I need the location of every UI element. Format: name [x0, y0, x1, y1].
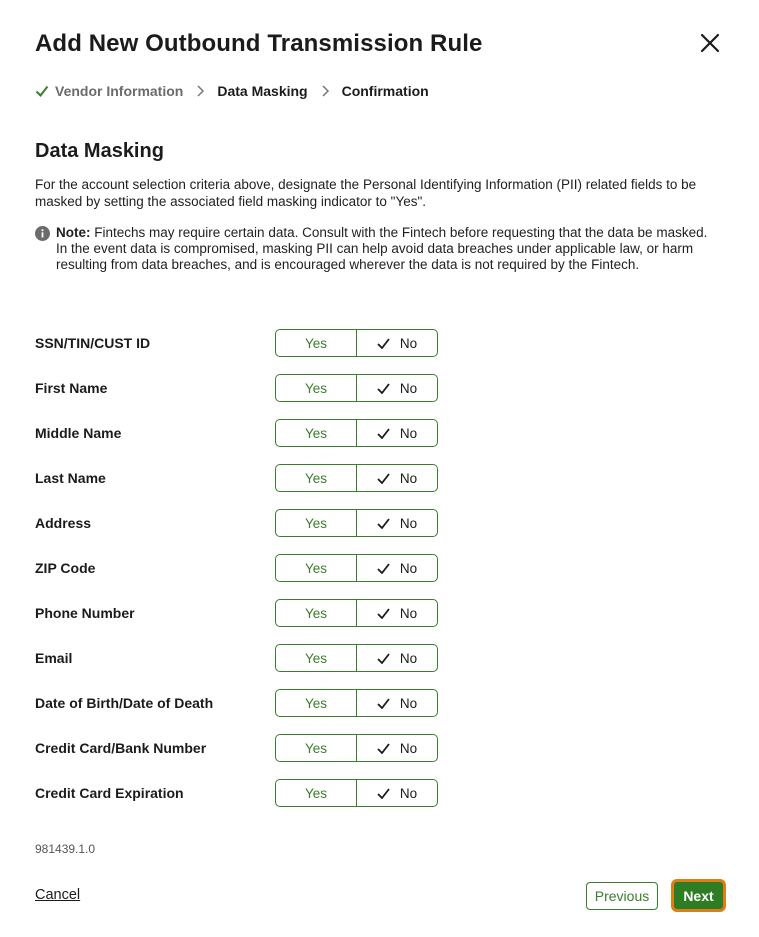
toggle-no-option[interactable]: [357, 330, 437, 356]
note-text: [56, 225, 716, 273]
toggle-yes-option[interactable]: Yes: [276, 510, 357, 536]
masking-toggle: [275, 779, 438, 807]
masking-toggle: [275, 554, 438, 582]
masking-row: [35, 779, 455, 824]
toggle-no-label: No: [399, 695, 418, 711]
masking-fields: [35, 329, 455, 824]
masking-toggle: [275, 689, 438, 717]
toggle-no-label: No: [399, 740, 418, 756]
toggle-no-option[interactable]: [357, 555, 437, 581]
toggle-no-option[interactable]: [357, 690, 437, 716]
note-body: Fintechs may require certain data. Consult with the Fintech before requesting that the data be masked. In the event data is compromised, masking PII can help avoid data breaches under applicable law, or harm resulting from data breaches, and is encouraged wherever the data is not required by the Fintech.: [56, 225, 708, 272]
masking-toggle: [275, 464, 438, 492]
check-icon: [35, 84, 49, 98]
masking-row: [35, 644, 455, 689]
info-icon: [35, 226, 50, 241]
section-title: Data Masking: [35, 140, 164, 162]
toggle-no-label: No: [399, 515, 418, 531]
masking-toggle: [275, 734, 438, 762]
dialog-title: Add New Outbound Transmission Rule: [35, 30, 483, 57]
close-icon[interactable]: [699, 32, 721, 54]
field-label: Phone Number: [35, 605, 135, 621]
toggle-no-option[interactable]: [357, 645, 437, 671]
toggle-yes-option[interactable]: Yes: [276, 645, 357, 671]
toggle-no-option[interactable]: [357, 735, 437, 761]
toggle-no-option[interactable]: [357, 420, 437, 446]
toggle-no-option[interactable]: [357, 375, 437, 401]
check-icon: [377, 698, 390, 709]
toggle-yes-option[interactable]: Yes: [276, 330, 357, 356]
masking-toggle: [275, 599, 438, 627]
masking-row: [35, 554, 455, 599]
check-icon: [377, 428, 390, 439]
masking-row: [35, 329, 455, 374]
toggle-no-label: No: [399, 560, 418, 576]
masking-row: [35, 599, 455, 644]
stepper: [35, 83, 429, 99]
check-icon: [377, 338, 390, 349]
toggle-yes-option[interactable]: Yes: [276, 690, 357, 716]
masking-toggle: [275, 419, 438, 447]
check-icon: [377, 608, 390, 619]
toggle-no-label: No: [399, 785, 418, 801]
version-number: 981439.1.0: [35, 842, 96, 856]
field-label: Credit Card Expiration: [35, 785, 184, 801]
toggle-no-label: No: [399, 470, 418, 486]
toggle-yes-option[interactable]: Yes: [276, 375, 357, 401]
toggle-yes-option[interactable]: Yes: [276, 600, 357, 626]
toggle-yes-option[interactable]: Yes: [276, 420, 357, 446]
field-label: Middle Name: [35, 425, 122, 441]
masking-toggle: [275, 644, 438, 672]
masking-row: [35, 419, 455, 464]
toggle-yes-option[interactable]: Yes: [276, 780, 357, 806]
step-label: Confirmation: [341, 83, 429, 99]
toggle-no-label: No: [399, 380, 418, 396]
masking-toggle: [275, 374, 438, 402]
field-label: SSN/TIN/CUST ID: [35, 335, 151, 351]
field-label: Credit Card/Bank Number: [35, 740, 207, 756]
check-icon: [377, 518, 390, 529]
field-label: ZIP Code: [35, 560, 96, 576]
toggle-yes-option[interactable]: Yes: [276, 555, 357, 581]
toggle-no-label: No: [399, 650, 418, 666]
masking-toggle: [275, 329, 438, 357]
masking-row: [35, 464, 455, 509]
field-label: Email: [35, 650, 73, 666]
note-label: Note:: [56, 225, 91, 240]
field-label: First Name: [35, 380, 108, 396]
step-confirmation: [342, 83, 429, 99]
toggle-no-option[interactable]: [357, 465, 437, 491]
step-vendor-information[interactable]: [35, 83, 183, 99]
toggle-no-option[interactable]: [357, 780, 437, 806]
field-label: Address: [35, 515, 92, 531]
toggle-no-label: No: [399, 425, 418, 441]
check-icon: [377, 743, 390, 754]
masking-row: [35, 374, 455, 419]
field-label: Date of Birth/Date of Death: [35, 695, 214, 711]
masking-row: [35, 734, 455, 779]
chevron-right-icon: [320, 85, 330, 97]
step-label: Data Masking: [217, 83, 308, 99]
previous-button[interactable]: Previous: [586, 882, 658, 910]
check-icon: [377, 788, 390, 799]
section-description: For the account selection criteria above, designate the Personal Identifying Information (PII) related fields to be masked by setting the associated field masking indicator to "Yes".: [35, 177, 697, 209]
toggle-no-label: No: [399, 335, 418, 351]
field-label: Last Name: [35, 470, 106, 486]
check-icon: [377, 383, 390, 394]
toggle-no-label: No: [399, 605, 418, 621]
masking-row: [35, 689, 455, 734]
check-icon: [377, 473, 390, 484]
step-label: Vendor Information: [55, 83, 184, 99]
masking-row: [35, 509, 455, 554]
toggle-no-option[interactable]: [357, 600, 437, 626]
toggle-yes-option[interactable]: Yes: [276, 735, 357, 761]
cancel-link[interactable]: Cancel: [35, 887, 81, 903]
note: [35, 225, 725, 273]
toggle-no-option[interactable]: [357, 510, 437, 536]
next-button[interactable]: Next: [671, 879, 726, 912]
step-data-masking: [217, 83, 307, 99]
toggle-yes-option[interactable]: Yes: [276, 465, 357, 491]
chevron-right-icon: [195, 85, 205, 97]
masking-toggle: [275, 509, 438, 537]
check-icon: [377, 653, 390, 664]
check-icon: [377, 563, 390, 574]
